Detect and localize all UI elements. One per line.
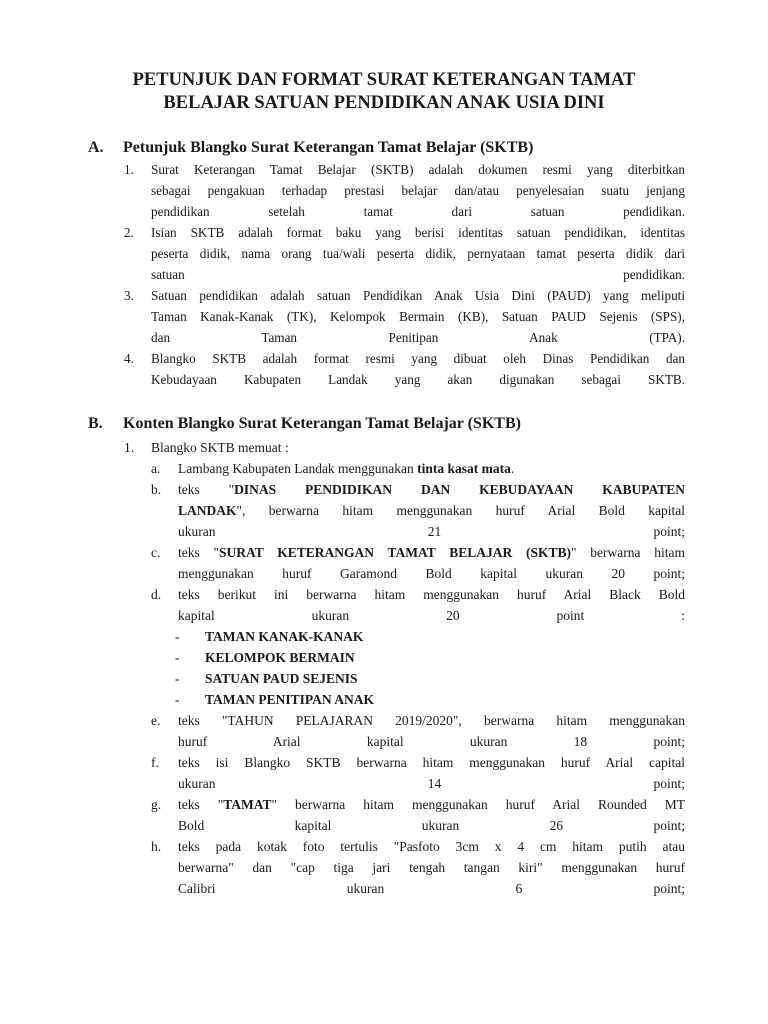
subitem-letter-e: e. (151, 713, 161, 728)
section-a-letter: A. (88, 139, 104, 156)
bold-run: tinta kasat mata (417, 461, 511, 476)
subitem-letter-a: a. (151, 461, 161, 476)
subitem-letter-b: b. (151, 482, 162, 497)
text-run: teks " (178, 482, 235, 497)
bold-run: DINAS PENDIDIKAN DAN KEBUDAYAAN KABUPATEN (234, 482, 685, 497)
text-line: Calibri ukuran 6 point; (178, 881, 685, 896)
item-text (151, 159, 685, 222)
text-line: Taman Kanak-Kanak (TK), Kelompok Bermain (KB), Satuan PAUD Sejenis (SPS), (151, 309, 685, 324)
text-line: teks "TAHUN PELAJARAN 2019/2020", berwarna hitam menggunakan (178, 713, 685, 728)
subitem-text-f (178, 752, 685, 794)
list-item: TAMAN KANAK-KANAK (205, 629, 364, 644)
text-run: " berwarna hitam menggunakan huruf Arial Rounded MT (271, 797, 685, 812)
subitem-text-g (178, 794, 685, 836)
title-line-2: BELAJAR SATUAN PENDIDIKAN ANAK USIA DINI (163, 93, 605, 113)
text-line: ukuran 21 point; (178, 524, 685, 539)
subitem-text-c (178, 542, 685, 584)
text-line: sebagai pengakuan terhadap prestasi belajar dan/atau penyelesaian suatu jenjang (151, 183, 685, 198)
subitem-letter-c: c. (151, 545, 161, 560)
text-line: peserta didik, nama orang tua/wali peserta didik, pernyataan tamat peserta didik dari (151, 246, 685, 261)
text-run: ", berwarna hitam menggunakan huruf Arial Bold kapital (236, 503, 685, 518)
section-b-letter: B. (88, 415, 103, 432)
title-line-1: PETUNJUK DAN FORMAT SURAT KETERANGAN TAMAT (132, 70, 636, 90)
text-line: Bold kapital ukuran 26 point; (178, 818, 685, 833)
list-item: KELOMPOK BERMAIN (205, 650, 355, 665)
subitem-text-h (178, 836, 685, 899)
list-item: TAMAN PENITIPAN ANAK (205, 692, 375, 707)
text-run: " berwarna hitam (571, 545, 685, 560)
item-number: 2. (124, 225, 134, 240)
text-run: Lambang Kabupaten Landak menggunakan (178, 461, 418, 476)
item-text (151, 285, 685, 348)
text-run: . (510, 461, 515, 476)
subitem-letter-g: g. (151, 797, 162, 812)
document-title (0, 69, 768, 115)
text-line: Kebudayaan Kabupaten Landak yang akan digunakan sebagai SKTB. (151, 372, 685, 387)
section-a-title: Petunjuk Blangko Surat Keterangan Tamat Belajar (SKTB) (123, 139, 534, 156)
text-run: teks " (178, 797, 224, 812)
item-text (151, 348, 685, 390)
bold-run: TAMAT (223, 797, 272, 812)
subitem-text-b (178, 479, 685, 542)
list-dash: - (175, 650, 180, 665)
item-number: 1. (124, 162, 134, 177)
text-line: dan Taman Penitipan Anak (TPA). (151, 330, 685, 345)
text-run: teks " (178, 545, 219, 560)
subitem-letter-f: f. (151, 755, 159, 770)
bold-run: LANDAK (178, 503, 237, 518)
subitem-letter-d: d. (151, 587, 162, 602)
subitem-text-e (178, 710, 685, 752)
text-line: Satuan pendidikan adalah satuan Pendidikan Anak Usia Dini (PAUD) yang meliputi (151, 288, 685, 303)
text-line: berwarna" dan "cap tiga jari tengah tangan kiri" menggunakan huruf (178, 860, 685, 875)
text-line: Blangko SKTB adalah format resmi yang dibuat oleh Dinas Pendidikan dan (151, 351, 685, 366)
item-number: 4. (124, 351, 134, 366)
text-line: ukuran 14 point; (178, 776, 685, 791)
text-line: Isian SKTB adalah format baku yang berisi identitas satuan pendidikan, identitas (151, 225, 685, 240)
item-number: 1. (124, 440, 135, 455)
section-b-title: Konten Blangko Surat Keterangan Tamat Belajar (SKTB) (123, 415, 521, 432)
text-line: teks pada kotak foto tertulis "Pasfoto 3cm x 4 cm hitam putih atau (178, 839, 685, 854)
item-number: 3. (124, 288, 134, 303)
text-line: kapital ukuran 20 point : (178, 608, 685, 623)
subitem-letter-h: h. (151, 839, 162, 854)
text-line: teks berikut ini berwarna hitam menggunakan huruf Arial Black Bold (178, 587, 685, 602)
list-dash: - (175, 671, 180, 686)
item-text (151, 222, 685, 285)
list-item: SATUAN PAUD SEJENIS (205, 671, 358, 686)
text-line: Surat Keterangan Tamat Belajar (SKTB) adalah dokumen resmi yang diterbitkan (151, 162, 685, 177)
subitem-text-a (178, 458, 685, 479)
list-dash: - (175, 692, 180, 707)
text-line: satuan pendidikan. (151, 267, 685, 282)
bold-run: SURAT KETERANGAN TAMAT BELAJAR (SKTB) (219, 545, 572, 560)
text-line: menggunakan huruf Garamond Bold kapital ukuran 20 point; (178, 566, 685, 581)
text-line: huruf Arial kapital ukuran 18 point; (178, 734, 685, 749)
subitem-text-d (178, 584, 685, 626)
list-dash: - (175, 629, 180, 644)
text-line: pendidikan setelah tamat dari satuan pendidikan. (151, 204, 685, 219)
item-text: Blangko SKTB memuat : (151, 440, 289, 455)
text-line: teks isi Blangko SKTB berwarna hitam menggunakan huruf Arial capital (178, 755, 685, 770)
